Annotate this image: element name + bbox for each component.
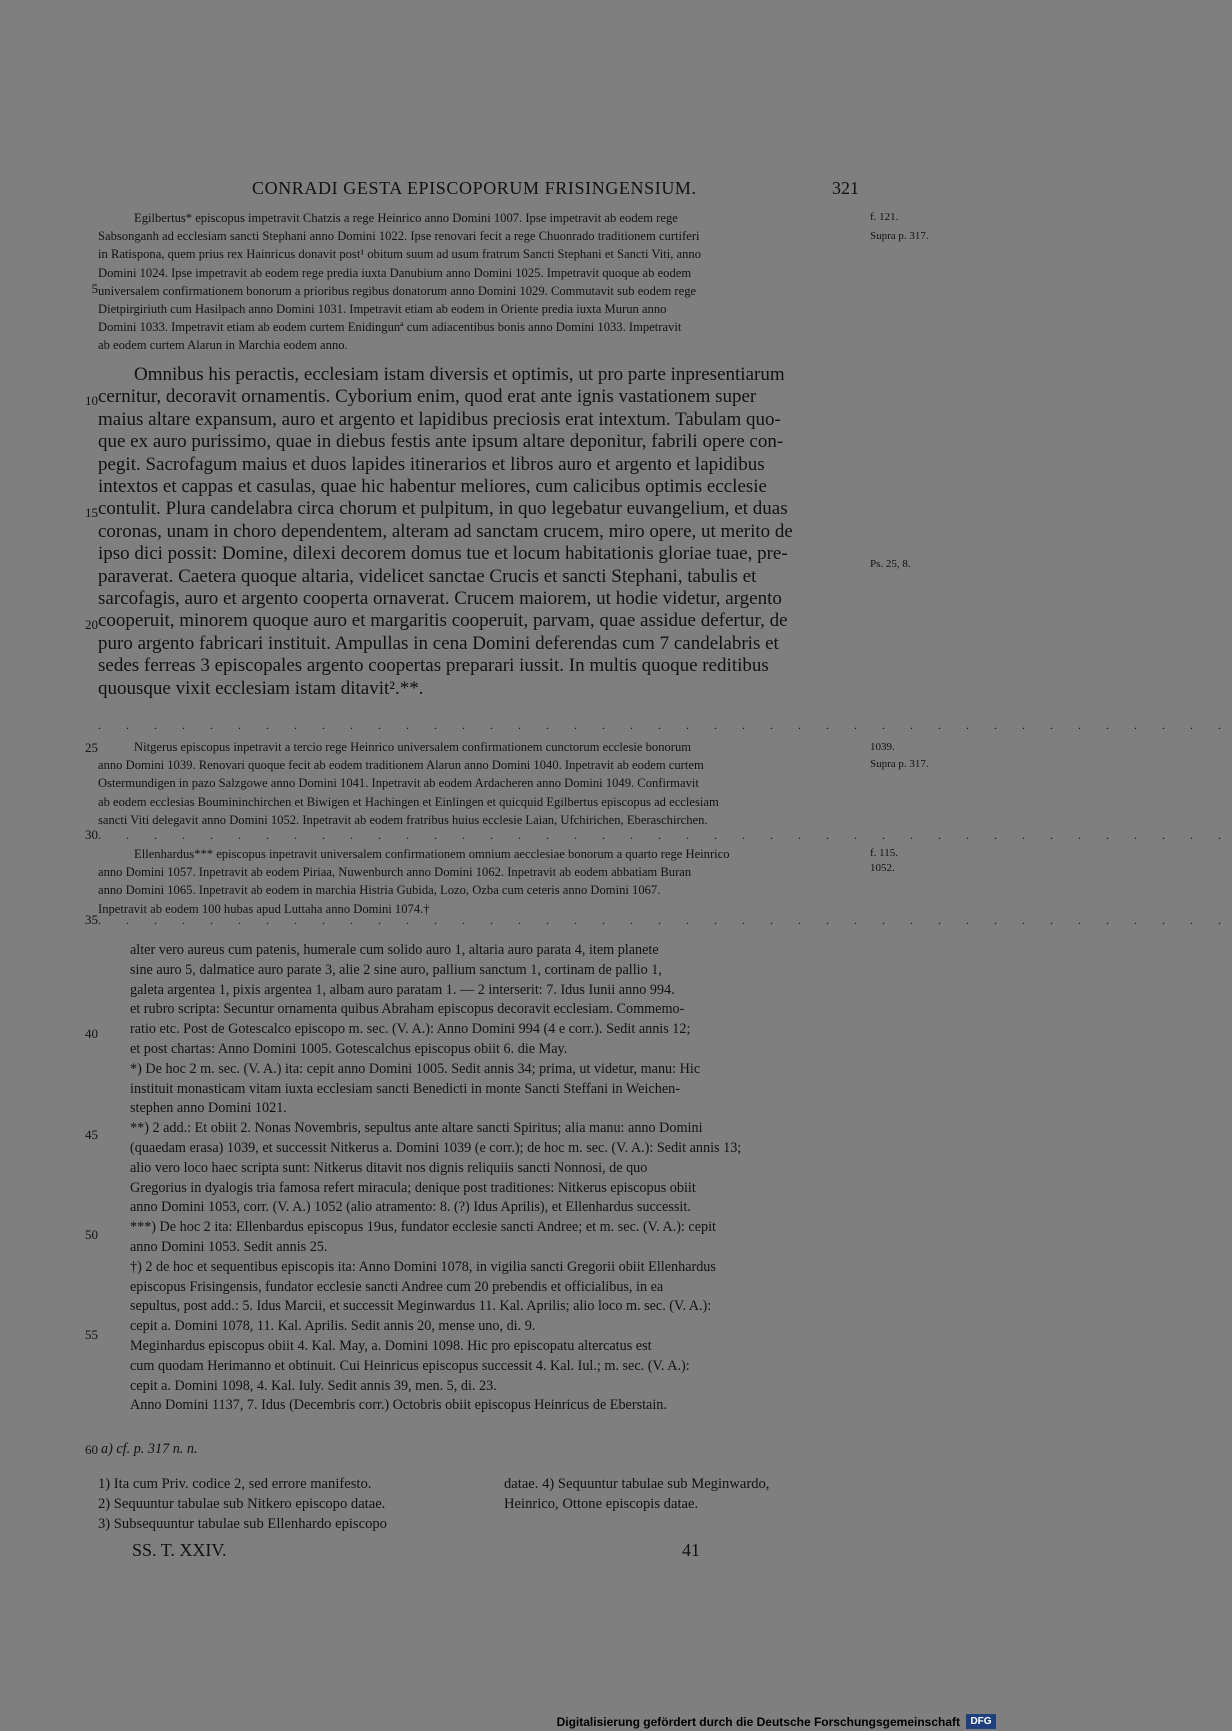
text-line: Inpetravit ab eodem 100 hubas apud Luttaha anno Domini 1074.† xyxy=(98,901,430,916)
note-line: (quaedam erasa) 1039, et successit Nitkerus a. Domini 1039 (e corr.); de hoc m. sec. (V. A.): Sedit annis 13; xyxy=(130,1139,742,1156)
text-line: Nitgerus episcopus inpetravit a tercio rege Heinrico universalem confirmationem cunctorum ecclesie bonorum xyxy=(134,740,692,754)
line-number: 60 xyxy=(85,1442,98,1457)
note-line: Gregorius in dyalogis tria famosa refert miracula; denique post traditiones: Nitkerus episcopus obiit xyxy=(130,1179,696,1196)
margin-note: Supra p. 317. xyxy=(870,230,929,242)
footnote: datae. 4) Sequuntur tabulae sub Meginwardo, xyxy=(504,1476,770,1492)
charter-block-egilbertus xyxy=(98,209,895,355)
note-line: instituit monasticam vitam iuxta ecclesiam sancti Benedicti in monte Sancti Steffani in Weichen- xyxy=(130,1080,680,1097)
text-line: maius altare expansum, auro et argento et lapidibus preciosis erat intextum. Tabulam quo- xyxy=(98,408,781,430)
digitization-bar xyxy=(0,1713,1000,1731)
footnote: 2) Sequuntur tabulae sub Nitkero episcopo datae. xyxy=(98,1496,386,1512)
note-line: sepultus, post add.: 5. Idus Marcii, et successit Meginwardus 11. Kal. Aprilis; alio loco m. sec. (V. A.): xyxy=(130,1298,712,1315)
margin-note: f. 115. xyxy=(870,847,899,859)
text-line: Domini 1024. Ipse impetravit ab eodem rege predia iuxta Danubium anno Domini 1025. Impetravit quoque ab eodem xyxy=(98,265,692,280)
text-line: Dietpirgiriuth cum Hasilpach anno Domini 1031. Impetravit etiam ab eodem in Oriente predia iuxta Murun anno xyxy=(98,302,667,317)
text-line: ab eodem curtem Alarun in Marchia eodem anno. xyxy=(98,338,348,353)
note-line: †) 2 de hoc et sequentibus episcopis ita: Anno Domini 1078, in vigilia sancti Gregorii obiit Ellenhardus xyxy=(130,1258,716,1275)
sheet-number: 41 xyxy=(682,1540,700,1560)
note-line: episcopus Frisingensis, fundator ecclesie sancti Andree cum 20 prebendis et officialibus, in ea xyxy=(130,1278,664,1295)
note-line: *) De hoc 2 m. sec. (V. A.) ita: cepit anno Domini 1005. Sedit annis 34; prima, ut videtur, manu: Hic xyxy=(130,1060,701,1077)
volume-signature: SS. T. XXIV. xyxy=(132,1540,227,1560)
text-line: sarcofagis, auro et argento cooperta ornaverat. Crucem maiorem, ut hodie videtur, argento xyxy=(98,588,782,610)
charter-block-nitgerus xyxy=(98,738,895,829)
page-number: 321 xyxy=(832,178,859,198)
text-line: que ex auro purissimo, quae in diebus festis ante ipsum altare deponitur, fabrili opere con- xyxy=(98,431,784,453)
line-number: 55 xyxy=(85,1327,98,1342)
margin-note: 1052. xyxy=(870,862,895,874)
text-line: Ostermundigen in pazo Salzgowe anno Domini 1041. Inpetravit ab eodem Ardacheren anno Domini 1049. Confirmavit xyxy=(98,776,699,791)
critical-notes xyxy=(130,941,865,1416)
text-line: quousque vixit ecclesiam istam ditavit².**. xyxy=(98,677,424,699)
note-line: cum quodam Herimanno et obtinuit. Cui Heinricus episcopus successit 4. Kal. Iul.; m. sec. (V. A.): xyxy=(130,1357,690,1374)
note-line: alter vero aureus cum patenis, humerale cum solido auro 1, altaria auro parata 4, item planete xyxy=(130,942,659,958)
note-line: alio vero loco haec scripta sunt: Nitkerus ditavit nos dignis reliquiis sancti Nonnosi, de quo xyxy=(130,1159,648,1176)
text-line: cooperuit, minorem quoque auro et margaritis cooperuit, parvam, quae assidue defertur, de xyxy=(98,610,788,632)
note-line: anno Domini 1053. Sedit annis 25. xyxy=(130,1238,328,1255)
line-number: 50 xyxy=(85,1227,98,1242)
line-number: 20 xyxy=(85,617,98,632)
text-line: cernitur, decoravit ornamentis. Cyborium enim, quod erat ante ignis vastationem super xyxy=(98,386,757,408)
text-line: Sabsonganh ad ecclesiam sancti Stephani anno Domini 1022. Ipse renovari fecit a rege Chuonrado traditionem curtiferi xyxy=(98,229,700,244)
footnote: 3) Subsequuntur tabulae sub Ellenhardo episcopo xyxy=(98,1516,387,1532)
line-number: 25 xyxy=(85,740,98,755)
footnote: Heinrico, Ottone episcopis datae. xyxy=(504,1496,699,1512)
margin-note: Ps. 25, 8. xyxy=(870,558,911,570)
funding-notice: Digitalisierung gefördert durch die Deutsche Forschungsgemeinschaft xyxy=(556,1715,960,1729)
margin-note: f. 121. xyxy=(870,211,899,223)
note-line: anno Domini 1053, corr. (V. A.) 1052 (alio atramento: 8. (?) Idus Aprilis), et Ellenhardus successit. xyxy=(130,1199,691,1216)
text-line: Ellenhardus*** episcopus inpetravit universalem confirmationem omnium aecclesiae bonorum a quarto rege Heinrico xyxy=(134,847,730,861)
text-line: Domini 1033. Impetravit etiam ab eodem curtem Enidingunª cum adiacentibus bonis anno Domini 1033. Impetravit xyxy=(98,320,682,335)
text-line: contulit. Plura candelabra circa chorum et pulpitum, in quo legebatur euvangelium, et duas xyxy=(98,498,788,520)
omission-dots: . . . . . . . . . . . . . . . . . . . . . . . . . . . . . . . . . . . . . . . . . xyxy=(98,828,1232,842)
footnote-a: a) cf. p. 317 n. n. xyxy=(101,1441,198,1457)
text-line: anno Domini 1039. Renovari quoque fecit ab eodem traditionem Alarun anno Domini 1040. Inpetravit ab eodem curtem xyxy=(98,758,704,773)
note-line: sine auro 5, dalmatice auro parate 3, alie 2 sine auro, pallium sanctum 1, cortinam de pallio 1, xyxy=(130,961,662,978)
note-line: cepit a. Domini 1098, 4. Kal. Iuly. Sedit annis 39, men. 5, di. 23. xyxy=(130,1377,497,1394)
text-line: intextos et cappas et casulas, quae hic habentur meliores, cum calicibus optimis ecclesie xyxy=(98,476,767,498)
note-line: galeta argentea 1, pixis argentea 1, albam auro paratam 1. — 2 interserit: 7. Idus Iunii anno 994. xyxy=(130,981,675,998)
text-line: coronas, unam in choro dependentem, alteram ad sanctam crucem, miro opere, ut merito de xyxy=(98,520,793,542)
text-line: in Ratispona, quem prius rex Hainricus donavit post¹ obitum suum ad usum fratrum Sancti Stephani et Sancti Viti, anno xyxy=(98,247,702,262)
line-number: 35 xyxy=(85,912,98,927)
text-line: paraverat. Caetera quoque altaria, videlicet sanctae Crucis et sancti Stephani, tabulis et xyxy=(98,565,757,587)
line-number: 40 xyxy=(85,1026,98,1041)
line-number: 5 xyxy=(91,281,98,296)
page-header xyxy=(0,178,1000,202)
omission-dots: . . . . . . . . . . . . . . . . . . . . . . . . . . . . . . . . . . . . . . . . . xyxy=(98,718,1232,732)
text-line: puro argento fabricari instituit. Ampullas in cena Domini deferendas cum 7 candelabris et xyxy=(98,632,779,654)
note-line: stephen anno Domini 1021. xyxy=(130,1100,287,1117)
text-line: ab eodem ecclesias Boumininchirchen et Biwigen et Hachingen et Einlingen et quicquid Egilbertus episcopus ad ecclesiam xyxy=(98,794,719,809)
note-line: Meginhardus episcopus obiit 4. Kal. May, a. Domini 1098. Hic pro episcopatu altercatus est xyxy=(130,1337,652,1354)
margin-note: 1039. xyxy=(870,741,895,753)
text-line: anno Domini 1057. Inpetravit ab eodem Piriaa, Nuwenburch anno Domini 1062. Inpetravit ab eodem abbatiam Buran xyxy=(98,865,692,880)
text-line: sancti Viti delegavit anno Domini 1052. Inpetravit ab eodem fratribus huius ecclesie Laian, Ufchirichen, Eberaschirchen. xyxy=(98,812,708,827)
note-line: Anno Domini 1137, 7. Idus (Decembris corr.) Octobris obiit episcopus Heinricus de Eberstain. xyxy=(130,1397,667,1414)
text-line: universalem confirmationem bonorum a prioribus regibus donatorum anno Domini 1029. Commutavit sub eodem rege xyxy=(98,283,697,298)
note-line: ***) De hoc 2 ita: Ellenbardus episcopus 19us, fundator ecclesie sancti Andree; et m. sec. (V. A.): cepit xyxy=(130,1219,716,1236)
charter-block-ellenhardus xyxy=(98,845,895,918)
line-number: 10 xyxy=(85,393,98,408)
note-line: cepit a. Domini 1078, 11. Kal. Aprilis. Sedit annis 20, mense uno, di. 9. xyxy=(130,1318,536,1335)
main-text xyxy=(98,364,895,700)
note-line: et post chartas: Anno Domini 1005. Gotescalchus episcopus obiit 6. die May. xyxy=(130,1040,568,1057)
footnote: 1) Ita cum Priv. codice 2, sed errore manifesto. xyxy=(98,1476,372,1492)
running-title: CONRADI GESTA EPISCOPORUM FRISINGENSIUM. xyxy=(252,178,697,198)
text-line: ipso dici possit: Domine, dilexi decorem domus tue et locum habitationis gloriae tuae, pre- xyxy=(98,543,788,565)
text-line: pegit. Sacrofagum maius et duos lapides itinerarios et libros auro et argento et lapidibus xyxy=(98,453,765,475)
note-line: **) 2 add.: Et obiit 2. Nonas Novembris, sepultus ante altare sancti Spiritus; alia manu: anno Domini xyxy=(130,1120,703,1137)
line-number: 15 xyxy=(85,505,98,520)
text-line: Egilbertus* episcopus impetravit Chatzis a rege Heinrico anno Domini 1007. Ipse impetravit ab eodem rege xyxy=(134,211,678,225)
footnotes-right xyxy=(504,1474,884,1514)
footnotes-left xyxy=(98,1474,558,1534)
omission-dots: . . . . . . . . . . . . . . . . . . . . . . . . . . . . . . . . . . . . . . . . . xyxy=(98,913,1232,927)
line-number: 30 xyxy=(85,827,98,842)
text-line: Omnibus his peractis, ecclesiam istam diversis et optimis, ut pro parte inpresentiarum xyxy=(134,364,785,385)
note-line: et rubro scripta: Secuntur ornamenta quibus Abraham episcopus decoravit ecclesiam. Commemo- xyxy=(130,1001,685,1018)
note-line: ratio etc. Post de Gotescalco episcopo m. sec. (V. A.): Anno Domini 994 (4 e corr.). Sedit annis 12; xyxy=(130,1021,691,1038)
dfg-logo: DFG xyxy=(966,1714,996,1729)
line-number: 45 xyxy=(85,1127,98,1142)
margin-note: Supra p. 317. xyxy=(870,758,929,770)
text-line: sedes ferreas 3 episcopales argento coopertas preparari iussit. In multis quoque reditibus xyxy=(98,655,769,677)
text-line: anno Domini 1065. Inpetravit ab eodem in marchia Histria Gubida, Lozo, Ozba cum ceteris anno Domini 1067. xyxy=(98,883,661,898)
